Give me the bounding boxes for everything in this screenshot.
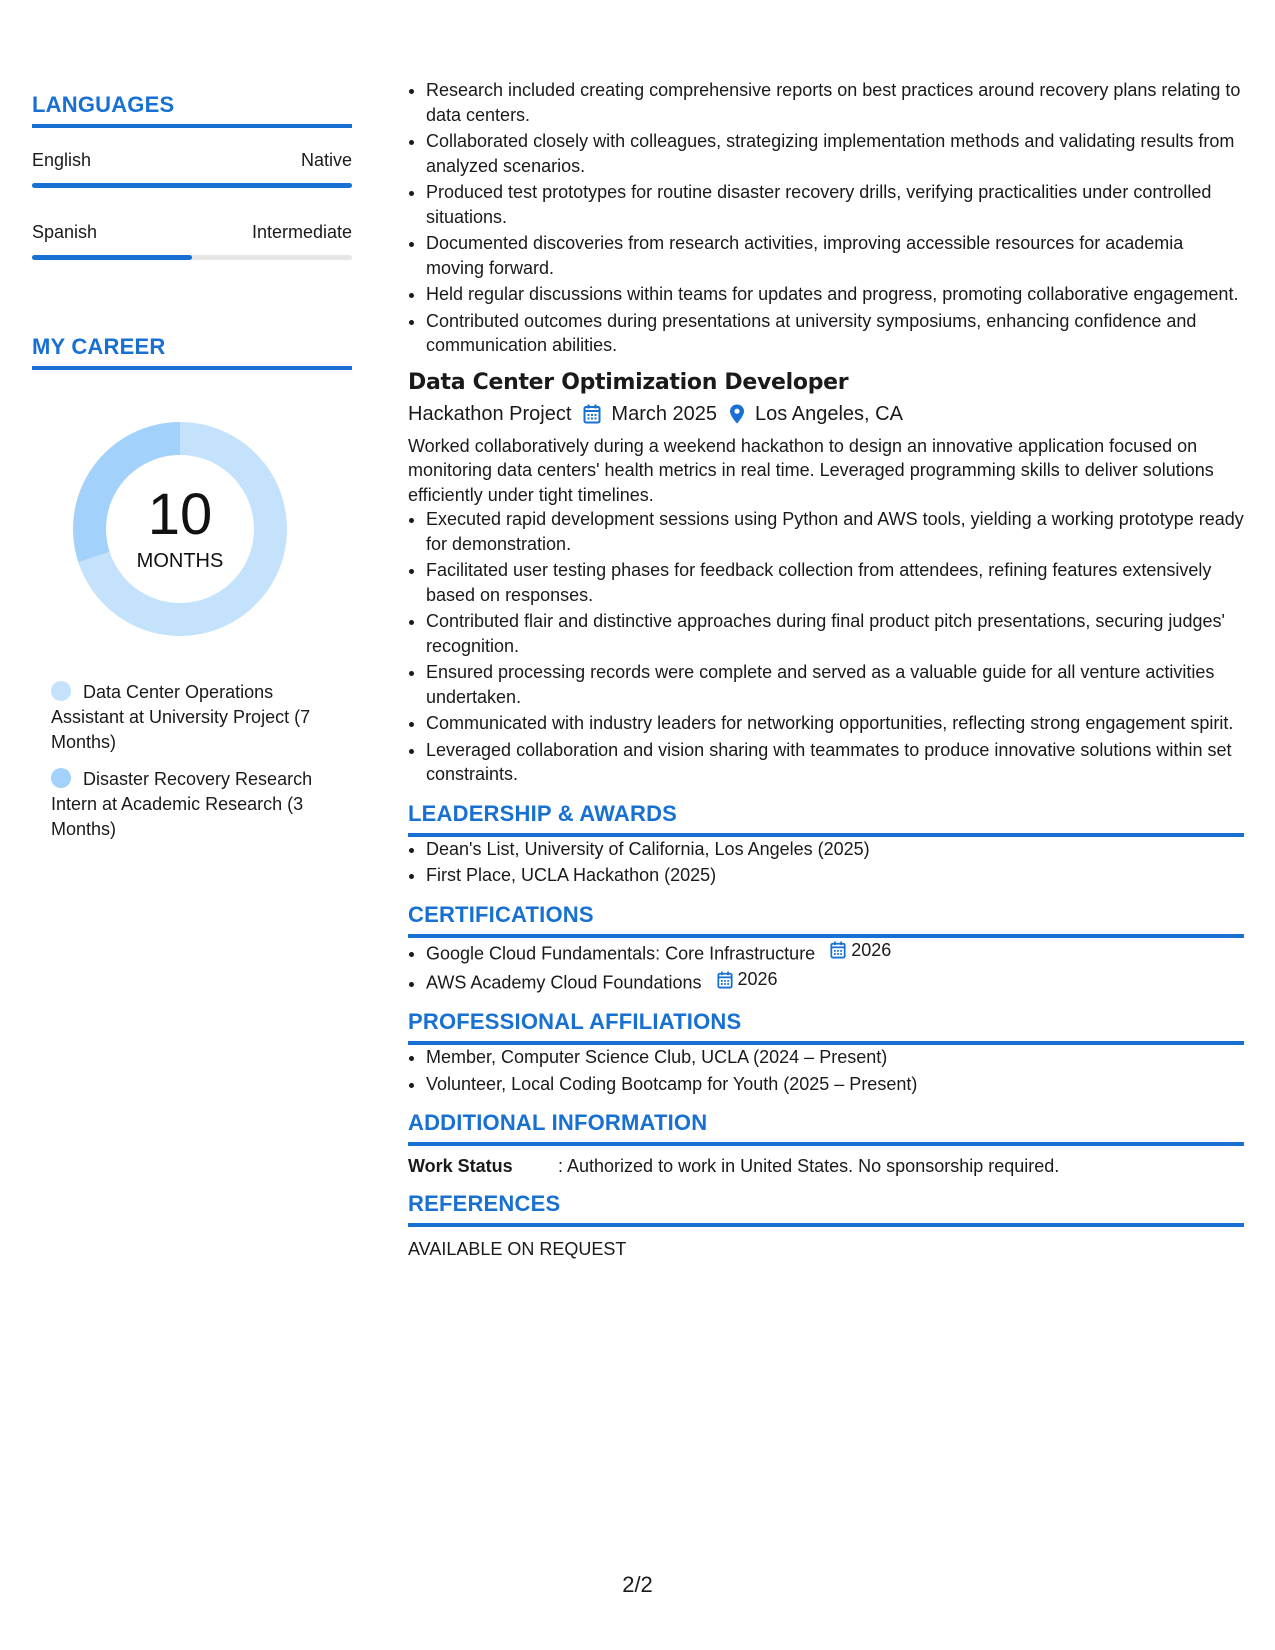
main-content (408, 78, 1244, 1260)
career-unit-label: MONTHS (136, 549, 224, 572)
calendar-icon (717, 971, 733, 989)
list-item: • Ensured processing records were complete and served as a valuable guide for all venture activities undertaken. (426, 660, 1244, 709)
affiliations-list (408, 1045, 1244, 1096)
list-item: • Volunteer, Local Coding Bootcamp for Youth (2025 – Present) (426, 1072, 1244, 1097)
affiliations-heading: PROFESSIONAL AFFILIATIONS (408, 1009, 1244, 1045)
career-legend (51, 680, 341, 842)
language-proficiency-bar (32, 183, 352, 188)
leadership-list (408, 837, 1244, 888)
job-meta (408, 403, 1244, 426)
language-level: Intermediate (251, 222, 352, 242)
list-item: • Leveraged collaboration and vision sharing with teammates to produce innovative solutions within set constraints. (426, 738, 1244, 787)
language-proficiency-fill (32, 183, 352, 188)
calendar-icon (830, 941, 846, 959)
career-total-months: 10 (147, 481, 213, 547)
language-english (32, 150, 352, 188)
job-title: Data Center Optimization Developer (408, 369, 849, 395)
list-item: • First Place, UCLA Hackathon (2025) (426, 863, 1244, 888)
certifications-list (408, 938, 1244, 996)
references-text: AVAILABLE ON REQUEST (408, 1239, 627, 1259)
certification-item (426, 967, 1244, 995)
job-date: March 2025 (611, 402, 718, 425)
list-item: • Communicated with industry leaders for networking opportunities, reflecting strong engagement spirit. (426, 711, 1244, 736)
career-legend-item (51, 767, 341, 842)
list-item: • Produced test prototypes for routine disaster recovery drills, verifying practicalities under controlled situations. (426, 180, 1244, 229)
language-spanish (32, 222, 352, 260)
career-legend-item (51, 680, 341, 755)
certification-item (426, 938, 1244, 966)
list-item: • Collaborated closely with colleagues, strategizing implementation methods and validating results from analyzed scenarios. (426, 129, 1244, 178)
certification-year: 2026 (851, 939, 892, 960)
calendar-icon (583, 404, 601, 424)
career-donut-chart (65, 414, 295, 644)
additional-info-heading: ADDITIONAL INFORMATION (408, 1110, 1244, 1146)
work-status-value: : Authorized to work in United States. No sponsorship required. (558, 1156, 1060, 1176)
language-level: Native (300, 150, 352, 170)
map-pin-icon (729, 404, 745, 424)
language-name: English (32, 150, 92, 170)
references-heading: REFERENCES (408, 1191, 1244, 1227)
career-legend-text: Data Center Operations Assistant at University Project (7 Months) (51, 682, 311, 752)
page-number: 2/2 (622, 1572, 653, 1597)
language-name: Spanish (32, 222, 98, 242)
job-organization: Hackathon Project (408, 402, 572, 425)
list-item: • Contributed outcomes during presentations at university symposiums, enhancing confidence and communication abilities. (426, 309, 1244, 358)
language-proficiency-fill (32, 255, 192, 260)
list-item: • Facilitated user testing phases for feedback collection from attendees, refining features extensively based on responses. (426, 558, 1244, 607)
list-item: • Documented discoveries from research activities, improving accessible resources for academia moving forward. (426, 231, 1244, 280)
legend-dot-icon (51, 768, 71, 788)
list-item: • Contributed flair and distinctive approaches during final product pitch presentations, securing judges' recognition. (426, 609, 1244, 658)
job-description: Worked collaboratively during a weekend hackathon to design an innovative application focused on monitoring data centers' health metrics in real time. Leveraged programming skills to deliver solutions efficiently under tight timelines. (408, 435, 1214, 505)
career-heading: MY CAREER (32, 334, 352, 370)
list-item: • Dean's List, University of California, Los Angeles (2025) (426, 837, 1244, 862)
leadership-heading: LEADERSHIP & AWARDS (408, 801, 1244, 837)
job-bullets (408, 507, 1244, 787)
legend-dot-icon (51, 681, 71, 701)
job-location: Los Angeles, CA (755, 402, 903, 425)
list-item: • Executed rapid development sessions using Python and AWS tools, yielding a working prototype ready for demonstration. (426, 507, 1244, 556)
sidebar (32, 92, 352, 854)
languages-heading: LANGUAGES (32, 92, 352, 128)
previous-job-bullets (408, 78, 1244, 358)
work-status-row (408, 1156, 1244, 1177)
certification-name: AWS Academy Cloud Foundations (426, 972, 702, 993)
certifications-heading: CERTIFICATIONS (408, 902, 1244, 938)
list-item: • Held regular discussions within teams for updates and progress, promoting collaborative engagement. (426, 282, 1244, 307)
certification-year: 2026 (737, 969, 778, 990)
language-proficiency-bar (32, 255, 352, 260)
career-legend-text: Disaster Recovery Research Intern at Academic Research (3 Months) (51, 769, 313, 839)
list-item: • Member, Computer Science Club, UCLA (2024 – Present) (426, 1045, 1244, 1070)
work-status-label: Work Status (408, 1156, 513, 1176)
list-item: • Research included creating comprehensive reports on best practices around recovery plans relating to data centers. (426, 78, 1244, 127)
certification-name: Google Cloud Fundamentals: Core Infrastructure (426, 942, 816, 963)
